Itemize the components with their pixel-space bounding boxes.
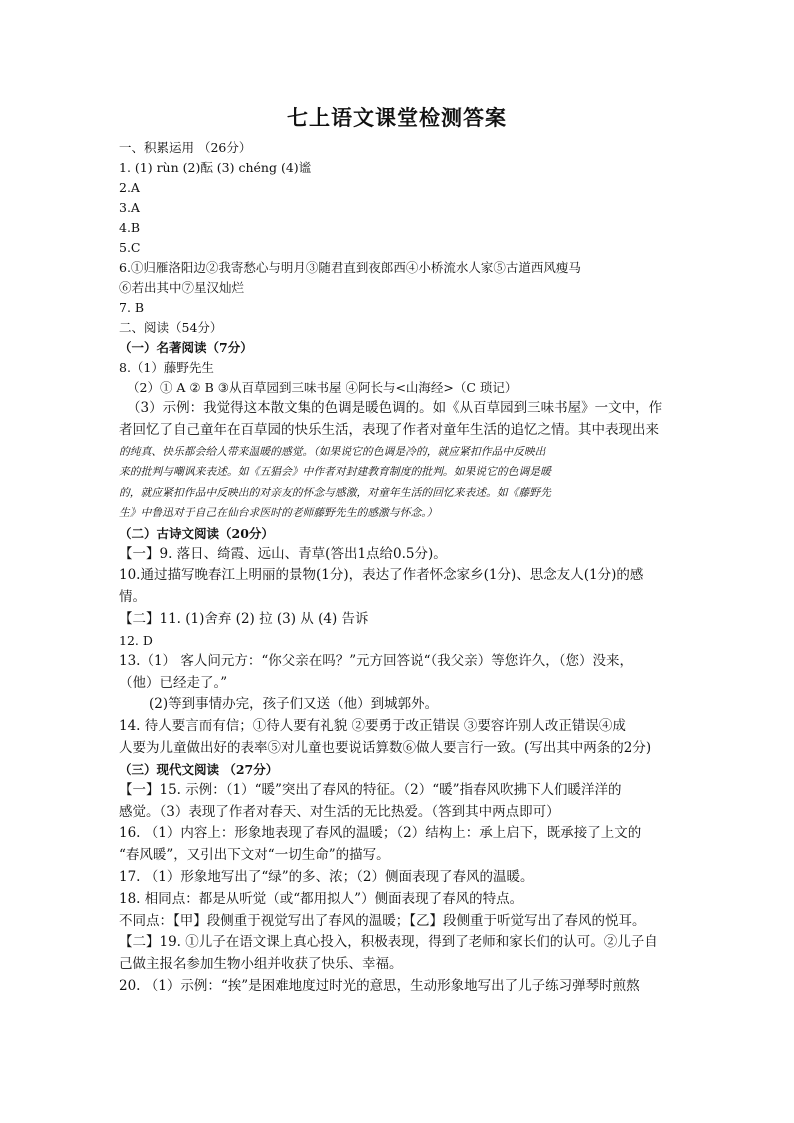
- answer-line: 14. 待人要言而有信；①待人要有礼貌 ②要勇于改正错误 ③要容许别人改正错误④成: [119, 718, 626, 735]
- answer-line: 感觉。（3）表现了作者对春天、对生活的无比热爱。（答到其中两点即可）: [119, 803, 560, 820]
- answer-line: 2.A: [119, 180, 140, 195]
- answer-line: （3）示例：我觉得这本散文集的色调是暖色调的。如《从百草园到三味书屋》一文中，作: [127, 400, 663, 416]
- answer-line: 一、积累运用 （26分）: [119, 140, 252, 155]
- answer-line: 情。: [119, 589, 146, 606]
- answer-line: 10.通过描写晚春江上明丽的景物(1分)，表达了作者怀念家乡(1分)、思念友人(1分)的感: [119, 567, 644, 584]
- answer-line: 6.①归雁洛阳边②我寄愁心与明月③随君直到夜郎西④小桥流水人家⑤古道西风瘦马: [119, 260, 581, 275]
- answer-line: 不同点：【甲】段侧重于视觉写出了春风的温暖；【乙】段侧重于听觉写出了春风的悦耳。: [119, 912, 646, 929]
- answer-line: （他）已经走了。”: [119, 674, 228, 691]
- document-title: 七上语文课堂检测答案: [287, 106, 507, 130]
- answer-line: 人要为儿童做出好的表率⑤对儿童也要说话算数⑥做人要言行一致。(写出其中两条的2分): [119, 739, 652, 756]
- answer-line: 【二】19. ①儿子在语文课上真心投入，积极表现，得到了老师和家长们的认可。②儿子自: [119, 934, 658, 951]
- answer-line: 16. （1）内容上：形象地表现了春风的温暖；（2）结构上：承上启下，既承接了上文的: [119, 825, 642, 842]
- answer-line: (2)等到事情办完，孩子们又送（他）到城郭外。: [149, 696, 439, 713]
- answer-line: 1. (1) rùn (2)酝 (3) chéng (4)谧: [119, 160, 312, 175]
- answer-line: （2）① A ② B ③从百草园到三味书屋 ④阿长与<山海经>（C 琐记）: [127, 380, 518, 395]
- answer-line: 17. （1）形象地写出了“绿”的多、浓；（2）侧面表现了春风的温暖。: [119, 868, 534, 885]
- answer-line: 的纯真、快乐都会给人带来温暖的感觉。（如果说它的色调是冷的，就应紧扣作品中反映出: [119, 444, 546, 458]
- answer-line: 20. （1）示例：“挨”是困难地度过时光的意思，生动形象地写出了儿子练习弹琴时煎熬: [119, 977, 640, 994]
- answer-line: 来的批判与嘲讽来表述。如《五猖会》中作者对封建教育制度的批判。如果说它的色调是暖: [119, 465, 551, 479]
- answer-line: 生》中鲁迅对于自己在仙台求医时的老师藤野先生的感激与怀念。）: [119, 506, 438, 520]
- answer-line: 3.A: [119, 200, 140, 215]
- answer-line: （二）古诗文阅读（20分）: [119, 525, 274, 541]
- answer-line: （三）现代文阅读 （27分）: [119, 761, 279, 777]
- answer-line: （一）名著阅读（7分）: [119, 340, 253, 355]
- answer-line: 的，就应紧扣作品中反映出的对亲友的怀念与感激，对童年生活的回忆来表述。如《藤野先: [119, 485, 551, 499]
- answer-line: 者回忆了自己童年在百草园的快乐生活，表现了作者对童年生活的追忆之情。其中表现出来: [119, 421, 659, 438]
- answer-line: 【一】15. 示例：（1）“暖”突出了春风的特征。（2）“暖”指春风吹拂下人们暖洋洋的: [119, 781, 622, 798]
- answer-line: 12. D: [119, 632, 153, 648]
- answer-line: 18. 相同点：都是从听觉（或“都用拟人”）侧面表现了春风的特点。: [119, 890, 524, 907]
- answer-line: 二、阅读（54分）: [119, 320, 223, 335]
- answer-body: [119, 138, 679, 998]
- answer-line: “春风暖”，又引出下文对“一切生命”的描写。: [119, 847, 390, 864]
- answer-line: 7. B: [119, 300, 145, 315]
- answer-line: 己做主报名参加生物小组并收获了快乐、幸福。: [119, 956, 403, 973]
- answer-line: 5.C: [119, 240, 141, 255]
- answer-line: 8.（1）藤野先生: [119, 360, 214, 375]
- answer-line: 13.（1） 客人问元方：“你父亲在吗？”元方回答说“（我父亲）等您许久，（您）没来，: [119, 652, 634, 669]
- answer-line: ⑥若出其中⑦星汉灿烂: [119, 280, 245, 295]
- answer-line: 4.B: [119, 220, 141, 235]
- answer-line: 【二】11. (1)舍弃 (2) 拉 (3) 从 (4) 告诉: [119, 610, 369, 627]
- answer-line: 【一】9. 落日、绮霞、远山、青草(答出1点给0.5分)。: [119, 545, 447, 562]
